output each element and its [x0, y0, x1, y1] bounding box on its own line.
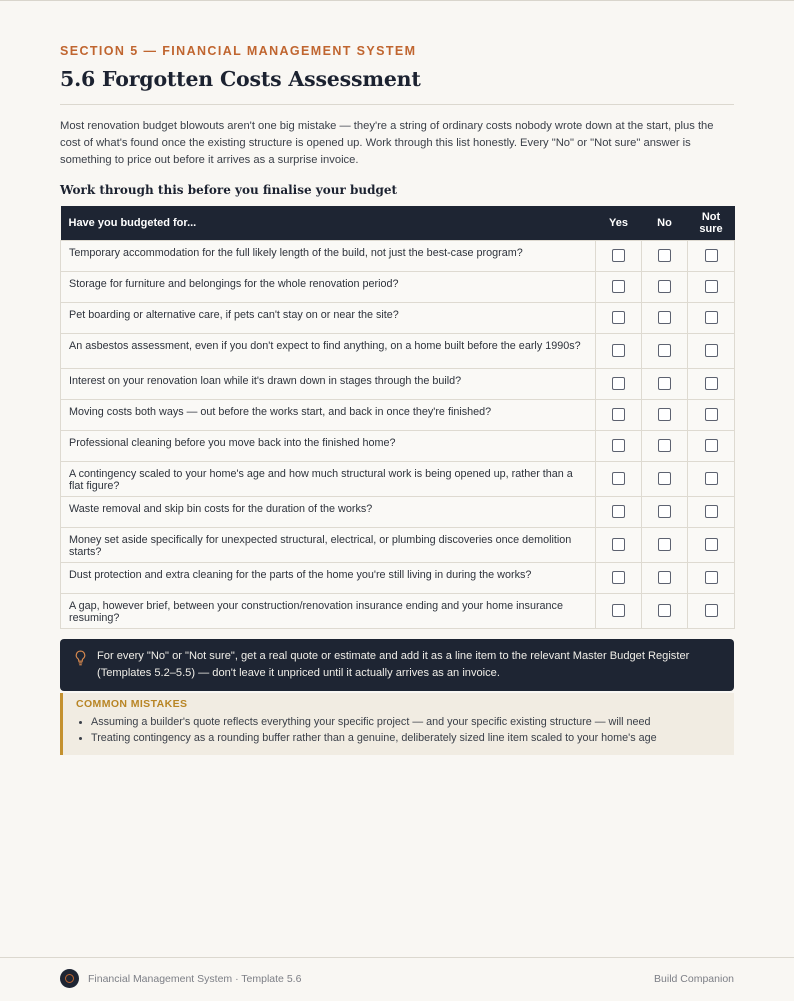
no-checkbox[interactable] — [658, 439, 671, 452]
checkbox-cell-no — [642, 430, 688, 461]
row-question: Professional cleaning before you move back into the finished home? — [61, 430, 596, 461]
section-label: SECTION 5 — FINANCIAL MANAGEMENT SYSTEM — [60, 44, 417, 58]
checkbox-cell-yes — [596, 430, 642, 461]
checkbox-cell-not-sure — [688, 430, 735, 461]
checkbox-cell-yes — [596, 240, 642, 271]
page-footer — [60, 969, 734, 989]
not-sure-checkbox[interactable] — [705, 472, 718, 485]
column-header-no: No — [642, 206, 688, 240]
no-checkbox[interactable] — [658, 571, 671, 584]
table-row — [61, 461, 735, 496]
checkbox-cell-no — [642, 368, 688, 399]
checkbox-cell-not-sure — [688, 593, 735, 628]
row-question: A contingency scaled to your home's age and how much structural work is being opened up, rather than a flat figure? — [61, 461, 596, 496]
table-row — [61, 302, 735, 333]
checkbox-cell-not-sure — [688, 399, 735, 430]
table-row — [61, 430, 735, 461]
checkbox-cell-not-sure — [688, 368, 735, 399]
yes-checkbox[interactable] — [612, 408, 625, 421]
row-question: An asbestos assessment, even if you don't expect to find anything, on a home built before the early 1990s? — [61, 333, 596, 368]
checkbox-cell-no — [642, 302, 688, 333]
table-row — [61, 271, 735, 302]
row-question: Temporary accommodation for the full likely length of the build, not just the best-case program? — [61, 240, 596, 271]
checkbox-cell-no — [642, 333, 688, 368]
row-question: A gap, however brief, between your construction/renovation insurance ending and your home insurance resuming? — [61, 593, 596, 628]
checkbox-cell-not-sure — [688, 562, 735, 593]
checkbox-cell-no — [642, 562, 688, 593]
no-checkbox[interactable] — [658, 472, 671, 485]
not-sure-checkbox[interactable] — [705, 538, 718, 551]
checklist-heading: Work through this before you finalise your budget — [60, 183, 398, 197]
table-row — [61, 593, 735, 628]
no-checkbox[interactable] — [658, 538, 671, 551]
intro-paragraph: Most renovation budget blowouts aren't one big mistake — they're a string of ordinary costs nobody wrote down at the start, plus the cost of what's found once the existing structure is opened up. Work through this list honestly. Every "No" or "Not sure" answer is something to price out before it arrives as a surprise invoice. — [60, 120, 714, 166]
top-rule — [0, 0, 794, 1]
checkbox-cell-yes — [596, 271, 642, 302]
table-row — [61, 240, 735, 271]
checkbox-cell-yes — [596, 461, 642, 496]
yes-checkbox[interactable] — [612, 311, 625, 324]
checkbox-cell-yes — [596, 562, 642, 593]
checkbox-cell-no — [642, 593, 688, 628]
common-mistakes-title: COMMON MISTAKES — [76, 697, 188, 710]
checkbox-cell-yes — [596, 496, 642, 527]
yes-checkbox[interactable] — [612, 571, 625, 584]
checkbox-cell-no — [642, 399, 688, 430]
checkbox-cell-no — [642, 496, 688, 527]
table-row — [61, 399, 735, 430]
checkbox-cell-not-sure — [688, 496, 735, 527]
table-row — [61, 368, 735, 399]
yes-checkbox[interactable] — [612, 439, 625, 452]
yes-checkbox[interactable] — [612, 505, 625, 518]
checkbox-cell-yes — [596, 593, 642, 628]
checkbox-cell-not-sure — [688, 271, 735, 302]
not-sure-checkbox[interactable] — [705, 571, 718, 584]
not-sure-checkbox[interactable] — [705, 604, 718, 617]
not-sure-checkbox[interactable] — [705, 280, 718, 293]
table-row — [61, 496, 735, 527]
row-question: Interest on your renovation loan while it's drawn down in stages through the build? — [61, 368, 596, 399]
checkbox-cell-yes — [596, 333, 642, 368]
checkbox-cell-no — [642, 271, 688, 302]
table-row — [61, 562, 735, 593]
footer-divider — [0, 957, 794, 958]
no-checkbox[interactable] — [658, 505, 671, 518]
brand-logo-icon — [60, 969, 79, 988]
not-sure-checkbox[interactable] — [705, 344, 718, 357]
not-sure-checkbox[interactable] — [705, 377, 718, 390]
column-header-not-sure: Not sure — [688, 206, 735, 240]
row-question: Storage for furniture and belongings for the whole renovation period? — [61, 271, 596, 302]
yes-checkbox[interactable] — [612, 472, 625, 485]
no-checkbox[interactable] — [658, 249, 671, 262]
mistake-item: Assuming a builder's quote reflects everything your specific project — and your specific existing structure — will need — [76, 714, 722, 730]
not-sure-checkbox[interactable] — [705, 505, 718, 518]
yes-checkbox[interactable] — [612, 249, 625, 262]
common-mistakes-callout — [60, 693, 734, 755]
common-mistakes-list — [76, 714, 722, 746]
page-content — [60, 44, 734, 755]
checkbox-cell-yes — [596, 399, 642, 430]
checkbox-cell-not-sure — [688, 333, 735, 368]
column-header-yes: Yes — [596, 206, 642, 240]
tip-callout — [60, 639, 734, 691]
checkbox-cell-not-sure — [688, 527, 735, 562]
row-question: Waste removal and skip bin costs for the duration of the works? — [61, 496, 596, 527]
column-header-question: Have you budgeted for... — [61, 206, 596, 240]
table-row — [61, 527, 735, 562]
checkbox-cell-yes — [596, 527, 642, 562]
row-question: Dust protection and extra cleaning for the parts of the home you're still living in during the works? — [61, 562, 596, 593]
checkbox-cell-no — [642, 461, 688, 496]
table-header-row — [61, 206, 735, 240]
not-sure-checkbox[interactable] — [705, 439, 718, 452]
checkbox-cell-not-sure — [688, 240, 735, 271]
row-question: Money set aside specifically for unexpected structural, electrical, or plumbing discoveries once demolition starts? — [61, 527, 596, 562]
no-checkbox[interactable] — [658, 604, 671, 617]
no-checkbox[interactable] — [658, 311, 671, 324]
no-checkbox[interactable] — [658, 377, 671, 390]
title-divider — [60, 104, 734, 105]
forgotten-costs-table — [60, 206, 735, 629]
checkbox-cell-not-sure — [688, 302, 735, 333]
yes-checkbox[interactable] — [612, 377, 625, 390]
no-checkbox[interactable] — [658, 408, 671, 421]
no-checkbox[interactable] — [658, 344, 671, 357]
not-sure-checkbox[interactable] — [705, 249, 718, 262]
table-row — [61, 333, 735, 368]
checkbox-cell-no — [642, 527, 688, 562]
footer-brand-name: Build Companion — [654, 973, 734, 985]
yes-checkbox[interactable] — [612, 280, 625, 293]
checkbox-cell-yes — [596, 368, 642, 399]
page-title: 5.6 Forgotten Costs Assessment — [60, 67, 421, 91]
checkbox-cell-yes — [596, 302, 642, 333]
checkbox-cell-no — [642, 240, 688, 271]
lightbulb-icon — [74, 650, 87, 666]
not-sure-checkbox[interactable] — [705, 408, 718, 421]
yes-checkbox[interactable] — [612, 604, 625, 617]
row-question: Pet boarding or alternative care, if pets can't stay on or near the site? — [61, 302, 596, 333]
checkbox-cell-not-sure — [688, 461, 735, 496]
not-sure-checkbox[interactable] — [705, 311, 718, 324]
row-question: Moving costs both ways — out before the works start, and back in once they're finished? — [61, 399, 596, 430]
mistake-item: Treating contingency as a rounding buffer rather than a genuine, deliberately sized line item scaled to your home's age — [76, 730, 722, 746]
tip-text: For every "No" or "Not sure", get a real quote or estimate and add it as a line item to the relevant Master Budget Register (Templates 5.2–5.5) — don't leave it unpriced until it actually arrives as an invoice. — [97, 649, 690, 679]
yes-checkbox[interactable] — [612, 538, 625, 551]
footer-template-label: Financial Management System · Template 5.6 — [88, 973, 302, 985]
no-checkbox[interactable] — [658, 280, 671, 293]
yes-checkbox[interactable] — [612, 344, 625, 357]
